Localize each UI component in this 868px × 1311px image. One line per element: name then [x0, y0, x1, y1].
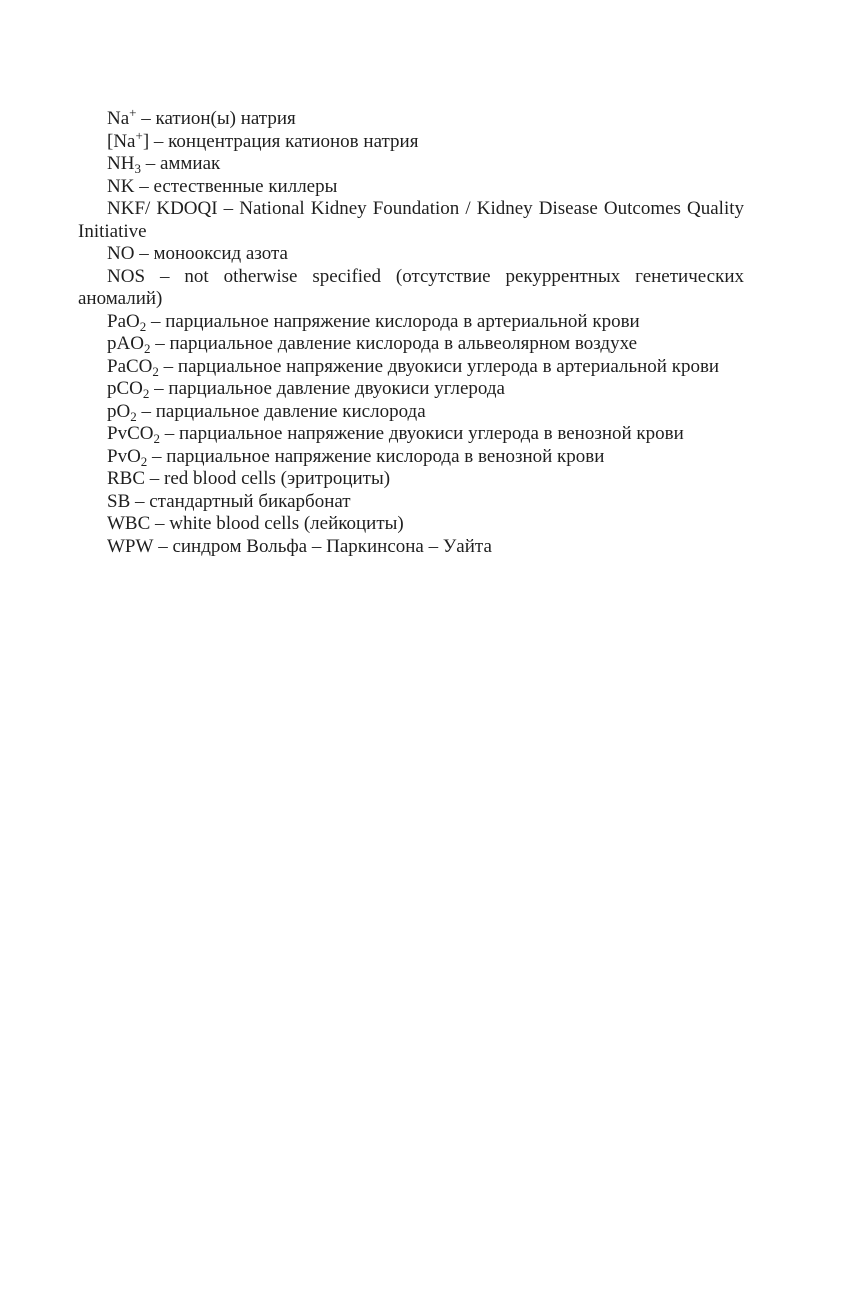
glossary-entry-na-conc — [78, 127, 744, 154]
definition: white blood cells (лейкоциты) — [169, 513, 404, 534]
glossary-entry-no — [78, 243, 744, 266]
definition: стандартный бикарбонат — [149, 490, 351, 512]
abbreviation: PaCO$_2$ — [107, 355, 159, 379]
separator: – — [149, 130, 169, 152]
abbreviation: PvO$_2$ — [107, 445, 148, 469]
glossary-entry-wpw — [78, 536, 744, 559]
separator: – — [149, 378, 169, 399]
glossary-entry-pvo2 — [78, 446, 744, 469]
abbreviation: pAO$_2$ — [107, 333, 151, 356]
separator: – — [217, 198, 240, 219]
abbreviation: NOS — [107, 265, 146, 287]
glossary-entry-paco2 — [78, 356, 744, 379]
separator: – — [134, 175, 154, 197]
abbreviation: RBC — [107, 468, 146, 489]
abbreviation: WBC — [107, 513, 151, 534]
glossary-entry-na — [78, 105, 744, 131]
abbreviation: PvCO$_2$ — [107, 423, 160, 446]
definition: парциальное напряжение двуокиси углерода в артериальной крови — [177, 355, 720, 377]
definition: National Kidney Foundation / Kidney Disease Outcomes Quality Initiative — [78, 198, 745, 242]
abbreviation: pCO$_2$ — [107, 378, 150, 401]
separator: – — [150, 513, 170, 534]
definition: парциальное напряжение кислорода в артериальной крови — [165, 310, 640, 332]
definition: парциальное напряжение кислорода в венозной крови — [166, 445, 605, 467]
glossary-entry-pao2 — [78, 311, 744, 334]
glossary-entry-nk — [78, 176, 744, 199]
abbreviation: PaO$_2$ — [107, 310, 147, 334]
definition: естественные киллеры — [153, 175, 338, 197]
definition: концентрация катионов натрия — [168, 130, 419, 152]
separator: – — [145, 265, 185, 287]
abbreviation: $NH_3$ — [107, 153, 141, 176]
glossary-entry-nh3 — [78, 153, 744, 176]
separator: – — [136, 400, 156, 422]
separator: – — [158, 355, 178, 377]
abbreviation: SB — [107, 490, 131, 512]
definition: парциальное давление кислорода в альвеолярном воздухе — [169, 333, 638, 354]
glossary-entry-pao2-alv — [78, 333, 744, 356]
definition: not otherwise specified (отсутствие рекуррентных генетических аномалий) — [78, 265, 745, 309]
abbreviation: $pO_2$ — [107, 400, 137, 424]
separator: – — [150, 333, 170, 354]
abbreviation: [Na+] — [107, 127, 150, 152]
definition: парциальное давление кислорода — [155, 400, 426, 422]
definition: катион(ы) натрия — [155, 108, 296, 129]
definition: парциальное напряжение двуокиси углерода в венозной крови — [178, 423, 684, 444]
definition: синдром Вольфа – Паркинсона – Уайта — [172, 535, 492, 557]
glossary-entry-rbc — [78, 468, 744, 491]
separator: – — [147, 445, 167, 467]
glossary-entry-nos — [78, 266, 744, 311]
definition: аммиак — [159, 153, 221, 174]
glossary-entry-nkf-kdoqi — [78, 198, 744, 243]
abbreviation: NO — [107, 243, 135, 264]
separator: – — [134, 243, 154, 264]
separator: – — [153, 535, 173, 557]
abbreviation: Na+ — [107, 105, 137, 129]
separator: – — [159, 423, 179, 444]
glossary-entry-po2 — [78, 401, 744, 424]
glossary-entry-pco2 — [78, 378, 744, 401]
abbreviation: NKF/ KDOQI — [107, 198, 218, 219]
glossary-entry-wbc — [78, 513, 744, 536]
abbreviation: NK — [107, 175, 135, 197]
abbreviation: WPW — [107, 535, 154, 557]
definition: red blood cells (эритроциты) — [164, 468, 391, 489]
separator: – — [140, 153, 160, 174]
definition: парциальное давление двуокиси углерода — [168, 378, 505, 399]
glossary-entry-sb — [78, 491, 744, 514]
glossary-page — [78, 105, 745, 558]
separator: – — [146, 310, 166, 332]
definition: монооксид азота — [153, 243, 288, 264]
glossary-entry-pvco2 — [78, 423, 744, 446]
separator: – — [136, 108, 156, 129]
separator: – — [145, 468, 165, 489]
separator: – — [130, 490, 150, 512]
